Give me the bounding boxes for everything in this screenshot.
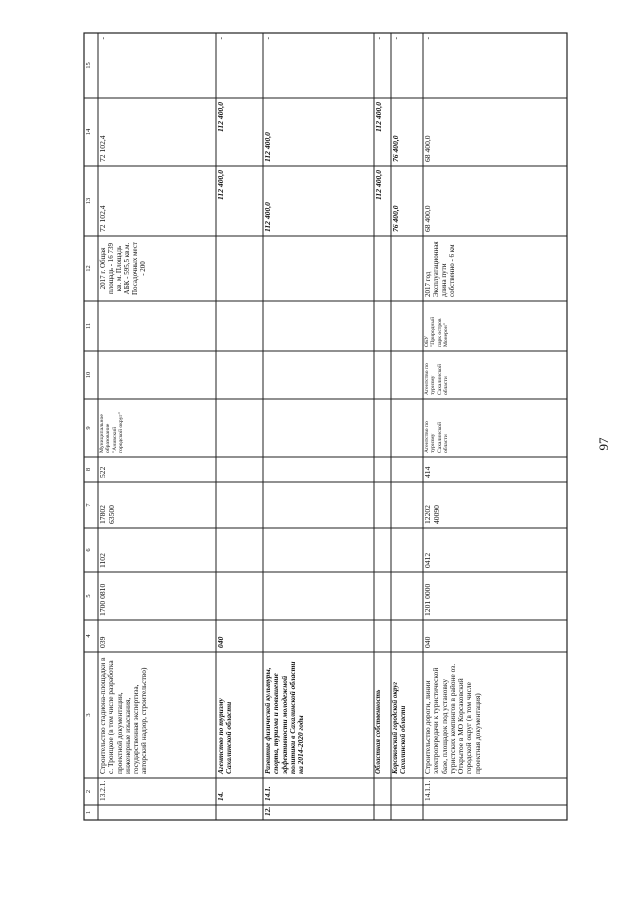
row-14-1-1-customer: Агентство по туризму Сахалинской области — [424, 363, 450, 395]
col-number-15: 15 — [85, 62, 92, 69]
row-14-1-1-expense-type: 414 — [423, 466, 432, 478]
row-13-2-1-program-code: 1700 0810 — [98, 583, 107, 616]
row-13-2-1-target-code: 17802 63500 — [98, 505, 116, 524]
row-14-1-year-amount: 112 400,0 — [263, 132, 272, 162]
row-14-1-1-code: 14.1.1. — [423, 780, 432, 801]
col-number-7: 7 — [85, 503, 92, 507]
row-14-1-1-developer: ОБУ "Природный парк остров Монерон" — [424, 316, 450, 347]
row-14-1-1-object-name: Строительство дороги, линии электропередачи к туристической базе, площадок под установку туристских кемпингов в районе оз. Открытое в МО Корсаковский городской округ (в том числе проектная документация) — [423, 663, 482, 774]
row-14-1-1-next-year: - — [423, 37, 432, 40]
row-14-1-next-year: - — [263, 37, 272, 40]
row-14-code: 14. — [216, 791, 225, 801]
row-13-2-1-total: 72 102,4 — [98, 205, 107, 232]
row-14-1-1-year-amount: 68 400,0 — [423, 135, 432, 162]
row-13-2-1-section-code: 1102 — [98, 553, 107, 568]
col-number-4: 4 — [85, 634, 92, 638]
row-14-1-1-ministry-code: 040 — [423, 636, 432, 648]
col-number-2: 2 — [85, 789, 92, 794]
row-14-1-1-total: 68 400,0 — [423, 205, 432, 232]
row-regional-property-next-year: - — [374, 37, 383, 40]
row-regional-property-total: 112 400,0 — [374, 170, 383, 200]
row-13-2-1-next-year: - — [98, 37, 107, 40]
row-14-1-program-name: Развитие физической культуры, спорта, туризма и повышение эффективности молодежной политики в Сахалинской области на 2014-2020 годы — [263, 661, 306, 774]
row-14-year-amount: 112 400,0 — [216, 102, 225, 132]
row-14-1-1-target-code: 12202 40090 — [423, 505, 441, 524]
row-14-1-1-program-code: 1201 0000 — [423, 583, 432, 616]
row-14-object-name: Агентство по туризму Сахалинской области — [216, 698, 234, 774]
col-number-3: 3 — [85, 713, 92, 717]
col-number-10: 10 — [85, 371, 92, 379]
row-korsakov-district-label: Корсаковский городской округ Сахалинской области — [391, 681, 407, 774]
row-13-2-1-characteristics: 2017 г. Общая площадь - 16 739 кв. м. Площадь АБК - 595,5 кв.м. Посадочных мест - 200 — [99, 242, 148, 296]
row-14-1-code: 14.1. — [263, 786, 272, 801]
row-14-1-total: 112 400,0 — [263, 202, 272, 232]
col-number-12: 12 — [85, 265, 92, 272]
row-14-1-1-recipient: Агентство по туризму Сахалинской области — [424, 421, 450, 453]
row-korsakov-district-total: 76 400,0 — [391, 205, 400, 232]
row-14-1-1-section-code: 0412 — [423, 552, 432, 568]
row-korsakov-district-year-amount: 76 400,0 — [391, 135, 400, 162]
row-regional-property-year-amount: 112 400,0 — [374, 102, 383, 132]
col-number-14: 14 — [85, 128, 92, 136]
col-number-11: 11 — [85, 322, 92, 330]
col-number-13: 13 — [85, 197, 92, 205]
row-13-2-1-code: 13.2.1. — [98, 780, 107, 801]
page-number: 97 — [596, 437, 611, 451]
row-14-1-1-characteristics: 2017 год Эксплуатационная длина пути собственно - 6 км — [424, 241, 457, 297]
col-number-9: 9 — [85, 426, 92, 430]
row-regional-property-label: Областная собственность — [374, 689, 382, 774]
col-number-8: 8 — [85, 467, 92, 472]
row-13-2-1-expense-type: 522 — [98, 466, 107, 478]
row-14-next-year: - — [216, 37, 225, 40]
col-number-5: 5 — [85, 594, 92, 598]
row-13-2-1-ministry-code: 039 — [98, 636, 107, 648]
row-13-2-1-object-name: Строительство стадиона-площадки в с. Троицкое (в том числе разработка проектной документации, инженерные изыскания, государственная экспертиза, авторский надзор, строительство) — [98, 657, 149, 774]
row-14-ministry-code: 040 — [216, 636, 225, 648]
row-14-total: 112 400,0 — [216, 170, 225, 200]
row-13-2-1-year-amount: 72 102,4 — [98, 135, 107, 162]
row-13-2-1-recipient: Муниципальное образование "Анивский городской округ" — [99, 412, 125, 453]
row-14-1-group-number: 12. — [263, 806, 272, 816]
col-number-6: 6 — [85, 548, 92, 552]
row-korsakov-district-next-year: - — [391, 37, 400, 40]
col-number-1: 1 — [85, 810, 92, 815]
